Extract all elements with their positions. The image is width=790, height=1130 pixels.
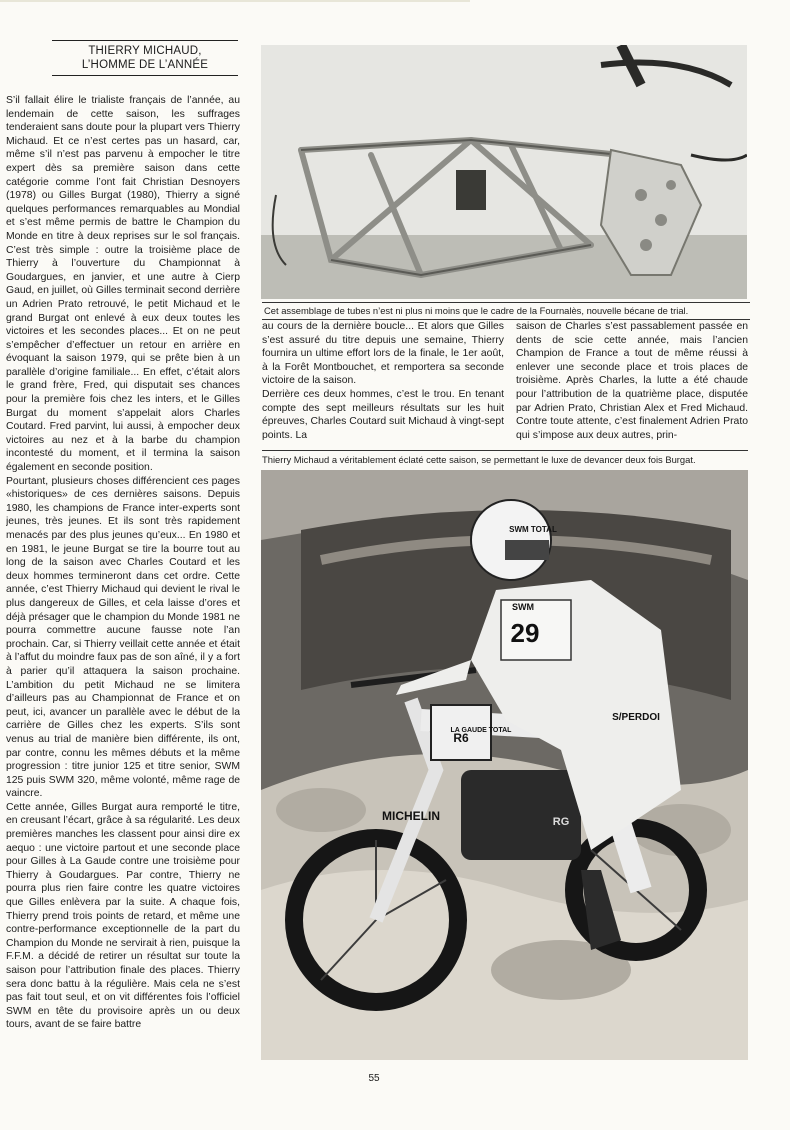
rider-bib-number: 29 [510,618,540,648]
paragraph: Cette année, Gilles Burgat aura remporté le titre, en creusant l’écart, grâce à sa régularité. Les deux premières manches les classent pour ainsi dire ex aequo : une victoire partout et une seconde place pour Gilles à La Gaude contre une troisième pour Thierry à Goudargues. Par contre, Thierry ne pourra plus rien faire contre les quatre victoires que Gilles enlèvera par la suite. A chaque fois, Thierry prend trois points de retard, et même une contre-performance exceptionnelle de la part du Champion du Monde ne servirait à rien, puisque la F.F.M. a décidé de retirer un résultat sur toute la saison pour l’attribution finale des places. Thierry sera donc battu à la régulière. Mais cela ne s’est pas fait tout seul, et on vit différentes fois l’officiel SWM en tête du provisoire après un ou deux tours, avant de se faire battre [6,801,240,1031]
rider-helmet-text: SWM TOTAL [509,525,557,534]
article-heading [52,40,238,76]
bike-number-board: LA GAUDE TOTAL [450,727,512,734]
rider-pants-text: S/PERDOI [612,712,660,723]
article-heading-line1: THIERRY MICHAUD, [88,45,202,57]
rider-chest-text: SWM [512,602,534,612]
bike-plate-text: R6 [453,731,469,745]
paragraph: Pourtant, plusieurs choses différencient ces pages «historiques» de ces dernières saisons. Depuis 1980, les champions de France inter-experts sont jeunes, très jeunes. Et ils sont très rapidement menacés par des plus jeunes qu’eux... En 1980 et en 1981, le jeune Burgat se tire la bourre tout au long de la saison avec Charles Coutard et les deux hommes termineront dans cet ordre. Cette année, c’est Thierry Michaud qui devient le rival le plus dangereux de Gilles, et cela laisse d’ores et déjà présager que le champion du Monde 1981 ne pourra commettre aucune fausse note l’an prochain. Car, si Thierry veillait cette année et était à l’affut du moindre faux pas de son aîné, il y a fort à parier qu’il attaquera la saison prochaine. L’ambition du petit Michaud ne se limitera d’ailleurs pas au Championnat de France et on peut, ici, avancer un parallèle avec le début de la carrière de Gilles chez les experts. S’ils sont venus au trial de manière bien différente, ils ont, par contre, connu les mêmes débuts et la même progression : titre junior 125 et titre senior, SWM 125 puis SWM 320, même volonté, même rage de vaincre. [6,475,240,800]
middle-text-column [262,320,504,444]
top-rule [0,0,470,2]
rider-photo [261,470,748,1060]
bike-tank-brand: MICHELIN [382,809,440,823]
paragraph: S’il fallait élire le trialiste français de l’année, au lendemain de cette saison, les suffrages tenderaient sans doute pour la plupart vers Thierry Michaud. Et ce n’est certes pas un hasard, car, même s’il n’est pas parvenu à empocher le titre expert dès sa première saison dans cette catégorie comme l’ont fait Christian Desnoyers (1978) ou Gilles Burgat (1980), Thierry a signé quelques performances remarquables au Mondial et s’est même permis de battre le Champion du Monde en titre à deux reprises sur le sol français. C’est très simple : outre la troisième place de Thierry à l’ouverture du Championnat à Goudargues, en janvier, et une autre à Cierp Gaud, en juillet, où Gilles terminait second derrière un Adrien Prato retrouvé, le petit Michaud et le grand Burgat ont enlevé à eux deux toutes les victoires et les secondes places... Et on ne peut s’empêcher d’effectuer un retour en arrière en évoquant la saison 1979, qui se prête bien à un parallèle d’origine familiale... En effet, c’était alors le grand frère, Fred, qui disputait ses chances pour la première fois chez les inters, et le Gilles Burgat du moment s’appelait alors Charles Coutard. Fred parvint, lui aussi, à empocher deux victoires au nez et à la barbe du champion incontesté du moment, et il termina la saison également en seconde position. [6,95,240,474]
trial-rider-illustration [261,470,748,1060]
paragraph: Derrière ces deux hommes, c’est le trou. En tenant compte des sept meilleurs résultats sur les huit épreuves, Charles Coutard suit Michaud à vingt-sept points. La [262,388,504,441]
paragraph: saison de Charles s’est passablement passée en dents de scie cette année, mais l’ancien Champion de France a tout de même réussi à enlever une seconde place et trois places de troisième. Après Charles, la lutte a été chaude pour l’attribution de la quatrième place, disputée par Adrien Prato, Christian Alex et Fred Michaud. Contre toute attente, c’est finalement Adrien Prato qui s’impose aux deux autres, prin- [516,321,748,441]
trial-frame-illustration [261,45,747,299]
page-number: 55 [368,1073,380,1084]
rider-photo-caption: Thierry Michaud a véritablement éclaté cette saison, se permettant le luxe de devancer deux fois Burgat. [262,450,748,466]
frame-photo [261,45,747,299]
left-text-column [6,94,240,1064]
article-heading-line2: L’HOMME DE L’ANNÉE [81,59,209,71]
right-text-column [516,320,748,444]
paragraph: au cours de la dernière boucle... Et alors que Gilles s’est assuré du titre depuis une semaine, Thierry fournira un ultime effort lors de la finale, le 1er août, à la Forêt Montbouchet, et remportera sa seconde victoire de la saison. [262,321,504,387]
bike-engine-text: RG [552,816,570,828]
frame-photo-caption: Cet assemblage de tubes n’est ni plus ni moins que le cadre de la Fournalès, nouvelle bécane de trial. [262,302,750,320]
